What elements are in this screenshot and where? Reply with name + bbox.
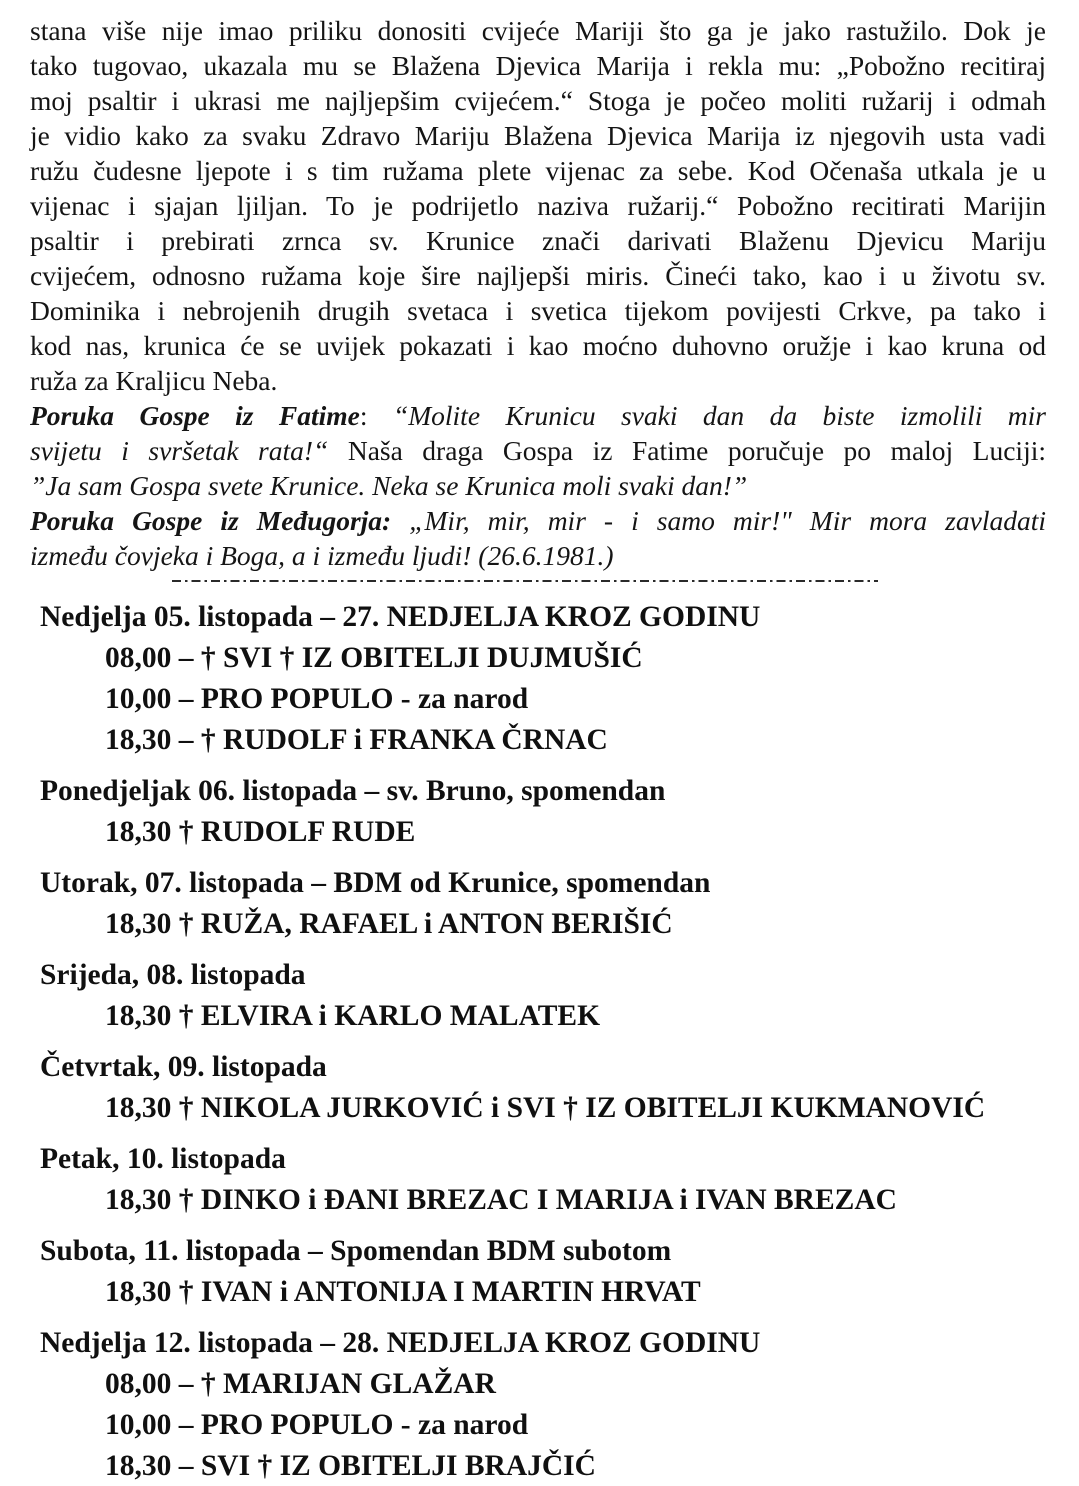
message-segment: svijetu i svršetak rata!“	[30, 435, 348, 466]
message-line	[30, 468, 1046, 503]
mass-line: 08,00 – † MARIJAN GLAŽAR	[105, 1368, 496, 1400]
mass-line: 08,00 – † SVI † IZ OBITELJI DUJMUŠIĆ	[105, 642, 643, 674]
day-block	[0, 1231, 1079, 1313]
day-header: Četvrtak, 09. listopada	[40, 1051, 327, 1083]
day-header: Srijeda, 08. listopada	[40, 959, 306, 991]
day-header: Petak, 10. listopada	[40, 1143, 286, 1175]
message-segment: „Mir, mir, mir - i samo mir!" Mir mora zavladati	[409, 505, 1047, 536]
message-line	[30, 433, 1046, 468]
paragraph-line: vijenac i sjajan ljiljan. To je podrijetlo naziva ružarij.“ Pobožno recitirati Marijin	[30, 190, 1046, 221]
message-segment: Poruka Gospe iz Međugorja:	[30, 505, 410, 536]
paragraph-line: tako tugovao, ukazala mu se Blažena Djevica Marija i rekla mu: „Pobožno recitiraj	[30, 50, 1046, 81]
message-segment: :	[359, 400, 393, 431]
day-block	[0, 771, 1079, 853]
message-segment: Poruka Gospe iz Fatime	[30, 400, 360, 431]
paragraph-line: ruža za Kraljicu Neba.	[30, 365, 278, 396]
day-header: Utorak, 07. listopada – BDM od Krunice, spomendan	[40, 867, 711, 899]
messages-section	[30, 398, 1046, 573]
mass-line: 18,30 – † RUDOLF i FRANKA ČRNAC	[105, 724, 608, 756]
mass-line: 18,30 † IVAN i ANTONIJA I MARTIN HRVAT	[105, 1276, 701, 1308]
mass-schedule	[0, 597, 1079, 1486]
day-header: Nedjelja 05. listopada – 27. NEDJELJA KROZ GODINU	[40, 601, 761, 633]
paragraph-line: cvijećem, odnosno ružama koje šire najljepši miris. Čineći tako, kao i u životu sv.	[30, 260, 1046, 291]
day-block	[0, 1323, 1079, 1486]
message-line	[30, 398, 1046, 433]
mass-line: 10,00 – PRO POPULO - za narod	[105, 1409, 529, 1441]
paragraph-line: ružu čudesne ljepote i s tim ružama plete vijenac za sebe. Kod Očenaša utkala je u	[30, 155, 1046, 186]
mass-line: 18,30 † DINKO i ĐANI BREZAC I MARIJA i IVAN BREZAC	[105, 1184, 897, 1216]
day-block	[0, 1139, 1079, 1221]
day-block	[0, 1047, 1079, 1129]
message-segment: “Molite Krunicu svaki dan da biste izmolili mir	[392, 400, 1047, 431]
message-line	[30, 503, 1046, 538]
paragraph-line: kod nas, krunica će se uvijek pokazati i kao moćno duhovno oružje i kao kruna od	[30, 330, 1046, 361]
paragraph-line: je vidio kako za svaku Zdravo Mariju Blažena Djevica Marija iz njegovih usta vadi	[30, 120, 1046, 151]
day-block	[0, 955, 1079, 1037]
mass-line: 18,30 † RUDOLF RUDE	[105, 816, 416, 848]
day-header: Subota, 11. listopada – Spomendan BDM subotom	[40, 1235, 672, 1267]
day-header: Ponedjeljak 06. listopada – sv. Bruno, spomendan	[40, 775, 666, 807]
paragraph-line: Dominika i nebrojenih drugih svetaca i svetica tijekom povijesti Crkve, pa tako i	[30, 295, 1046, 326]
mass-line: 18,30 † ELVIRA i KARLO MALATEK	[105, 1000, 601, 1032]
mass-line: 18,30 † NIKOLA JURKOVIĆ i SVI † IZ OBITELJI KUKMANOVIĆ	[105, 1092, 986, 1124]
paragraph-line: moj psaltir i ukrasi me najljepšim cvijećem.“ Stoga je počeo moliti ružarij i odmah	[30, 85, 1046, 116]
message-segment: između čovjeka i Boga, a i između ljudi! (26.6.1981.)	[30, 540, 614, 571]
paragraph-line: psaltir i prebirati zrnca sv. Krunice znači darivati Blaženu Djevicu Mariju	[30, 225, 1046, 256]
intro-paragraph	[30, 0, 1046, 398]
day-header: Nedjelja 12. listopada – 28. NEDJELJA KROZ GODINU	[40, 1327, 761, 1359]
mass-line: 18,30 – SVI † IZ OBITELJI BRAJČIĆ	[105, 1450, 596, 1482]
mass-line: 18,30 † RUŽA, RAFAEL i ANTON BERIŠIĆ	[105, 908, 673, 940]
message-segment: Naša draga Gospa iz Fatime poručuje po maloj Luciji:	[347, 435, 1046, 466]
message-segment: ”Ja sam Gospa svete Krunice. Neka se Krunica moli svaki dan!”	[30, 470, 748, 501]
day-block	[0, 863, 1079, 945]
mass-line: 10,00 – PRO POPULO - za narod	[105, 683, 529, 715]
dashed-separator	[172, 580, 878, 582]
paragraph-line: stana više nije imao priliku donositi cvijeće Mariji što ga je jako rastužilo. Dok je	[30, 15, 1046, 46]
day-block	[0, 597, 1079, 761]
message-line	[30, 538, 1046, 573]
